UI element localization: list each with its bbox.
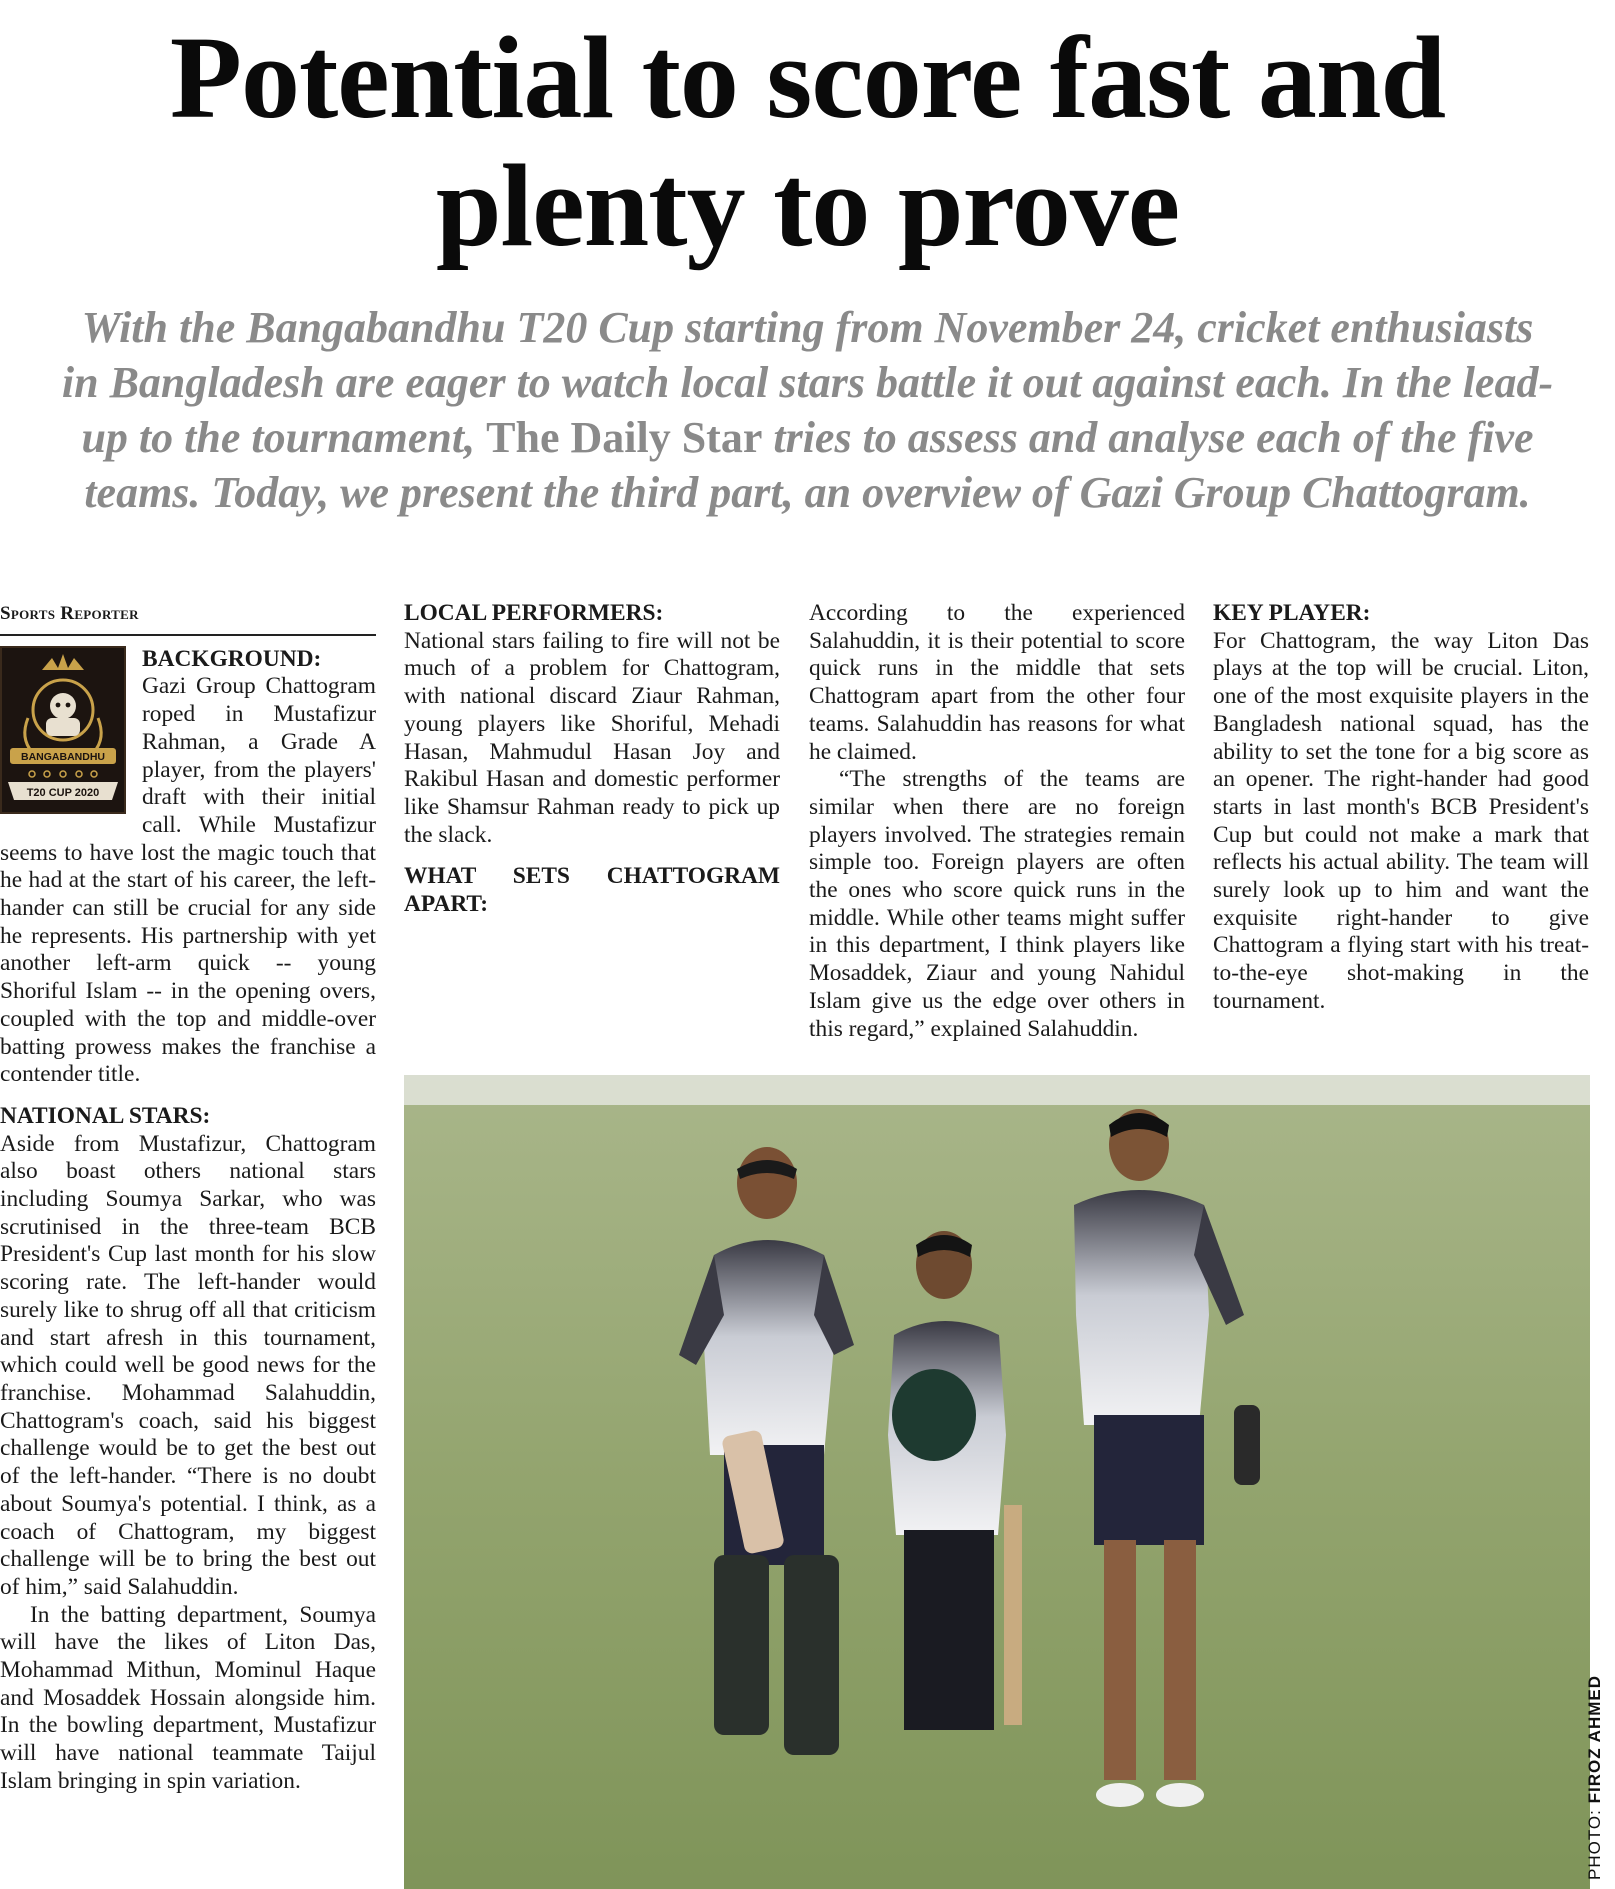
paragraph-key-player: For Chattogram, the way Liton Das plays at the top will be crucial. Liton, one of the most exquisite players in the Bangladesh national squad, has the ability to set the tone for a big score as an opener. The right-hander had good starts in last month's BCB President's Cup but could not make a mark that reflects his actual ability. The team will surely look up to him and want the exquisite right-hander to give Chattogram a flying start with his treat-to-the-eye shot-making in the tournament. — [1213, 627, 1589, 1014]
standfirst-part-1: With the Bangabandhu T20 Cup starting from November 24, cricket enthusiasts in Bangladesh are eager to watch local stars battle it out against each. In the lead-up to the tournament, — [61, 303, 1554, 462]
column-4 — [1213, 600, 1589, 1016]
players-photo — [404, 1075, 1590, 1889]
paragraph-national-stars-2: In the batting department, Soumya will have the likes of Liton Das, Mohammad Mithun, Mominul Haque and Mosaddek Hossain alongside him. In the bowling department, Mustafizur will have national teammate Taijul Islam bringing in spin variation. — [0, 1601, 376, 1794]
bangabandhu-t20-cup-logo — [0, 646, 126, 814]
standfirst-brand: The Daily Star — [486, 413, 763, 462]
byline: Sports Reporter — [0, 600, 376, 636]
logo-banner-text: BANGABANDHU — [21, 750, 105, 763]
column-1 — [0, 600, 376, 1796]
standfirst-part-2: tries to assess and analyse each of the five teams. Today, we present the third part, an overview of Gazi Group Chattogram. — [84, 413, 1534, 517]
heading-national-stars: NATIONAL STARS: — [0, 1102, 211, 1129]
paragraph-national-stars-1: Aside from Mustafizur, Chattogram also boast others national stars including Soumya Sarkar, who was scrutinised in the three-team BCB President's Cup last month for his slow scoring rate. The left-hander would surely like to shrug off all that criticism and start afresh in this tournament, which could well be good news for the franchise. Mohammad Salahuddin, Chattogram's coach, said his biggest challenge would be to get the best out of the left-hander. “There is no doubt about Soumya's potential. I think, as a coach of Chattogram, my biggest challenge will be to bring the best out of him,” said Salahuddin. — [0, 1130, 376, 1600]
standfirst — [60, 300, 1555, 520]
column-2 — [404, 600, 780, 919]
photo-credit-name: FIROZ AHMED — [1585, 1674, 1604, 1804]
paragraph-local-performers: National stars failing to fire will not be much of a problem for Chattogram, with national discard Ziaur Rahman, young players like Shoriful, Mehadi Hasan, Mahmudul Hasan Joy and Rakibul Hasan and domestic performer like Shamsur Rahman ready to pick up the slack. — [404, 627, 780, 848]
heading-what-sets-apart: WHAT SETS CHATTOGRAM APART: — [404, 863, 780, 918]
headline-line-1: Potential to score fast and — [169, 12, 1446, 143]
cricket-players-photo — [404, 1075, 1590, 1889]
headline-line-2: plenty to prove — [435, 140, 1180, 271]
heading-local-performers: LOCAL PERFORMERS: — [404, 600, 664, 626]
headline — [0, 14, 1615, 270]
heading-key-player: KEY PLAYER: — [1213, 600, 1371, 626]
paragraph-background: Gazi Group Chattogram roped in Mustafizur Rahman, a Grade A player, from the players' draft with their initial call. While Mustafizur seems to have lost the magic touch that he had at the start of his career, the left-hander can still be crucial for any side he represents. His partnership with yet another left-arm quick -- young Shoriful Islam -- in the opening overs, coupled with the top and middle-over batting prowess makes the franchise a contender title. — [0, 673, 376, 1088]
paragraph-what-sets-apart-1: According to the experienced Salahuddin, it is their potential to score quick runs in the middle that sets Chattogram apart from the other four teams. Salahuddin has reasons for what he claimed. — [809, 600, 1185, 765]
photo-credit — [1585, 1675, 1605, 1880]
photo-credit-label: PHOTO: — [1585, 1803, 1604, 1880]
column-3 — [809, 600, 1185, 1043]
trophy-logo-icon — [2, 648, 124, 812]
logo-sub-text: T20 CUP 2020 — [26, 786, 100, 799]
heading-background: BACKGROUND: — [142, 645, 322, 672]
paragraph-what-sets-apart-2: “The strengths of the teams are similar when there are no foreign players involved. The strategies remain simple too. Foreign players are often the ones who score quick runs in the middle. While other teams might suffer in this department, I think players like Mosaddek, Ziaur and young Nahidul Islam give us the edge over others in this regard,” explained Salahuddin. — [809, 766, 1185, 1042]
